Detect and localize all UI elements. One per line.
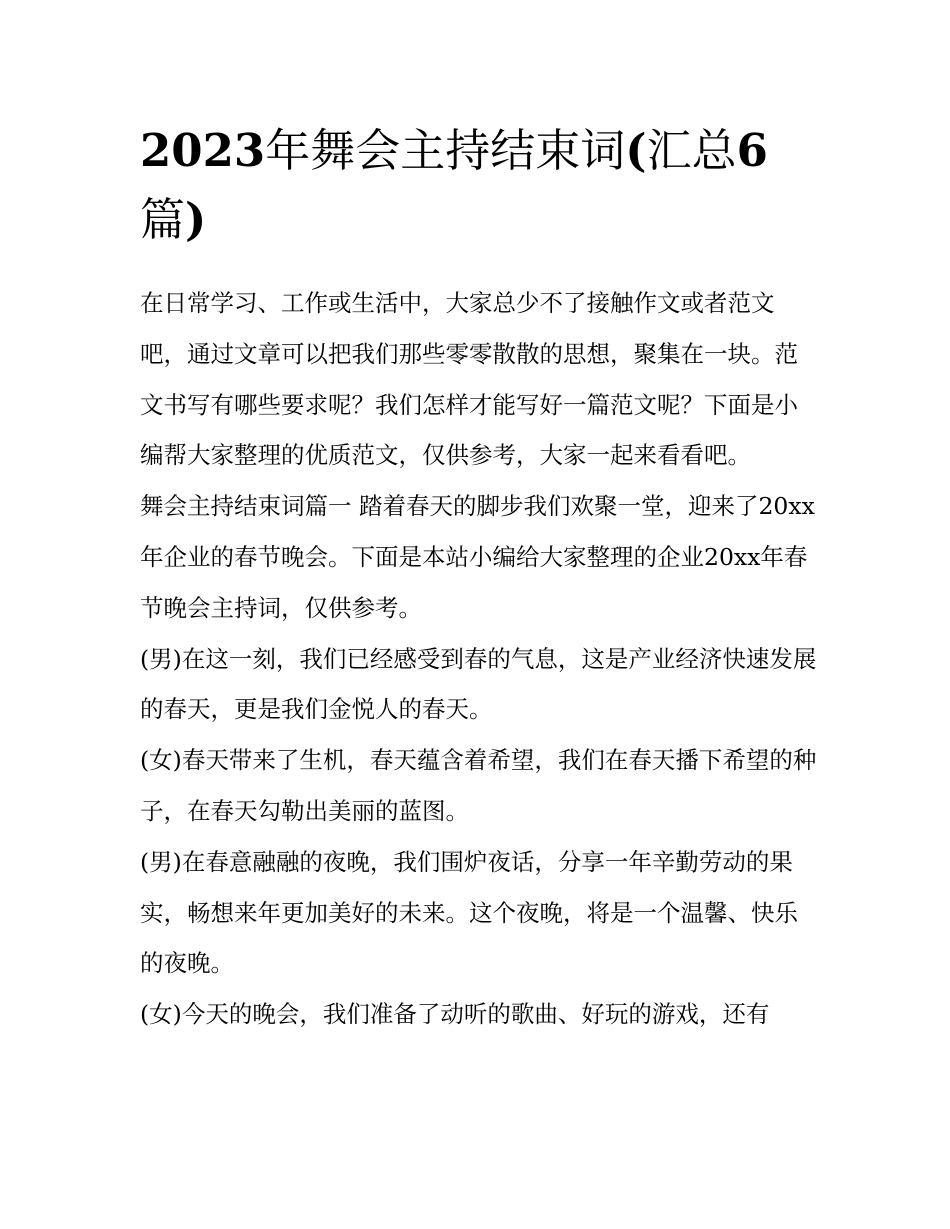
title-main: 年舞会主持结束词 [265,124,626,177]
paragraph-female-2: (女)今天的晚会，我们准备了动听的歌曲、好玩的游戏，还有 [140,1000,770,1029]
document-title [140,116,820,254]
title-count: 6 [736,124,768,177]
paragraph-male-1: (男)在这一刻，我们已经感受到春的气息，这是产业经济快速发展的春天，更是我们金悦人的春天。 [140,644,817,724]
title-summary: 汇总 [646,124,737,177]
title-paren-close: ) [185,193,207,246]
document-body [140,278,820,1040]
paragraph-male-2: (男)在春意融融的夜晚，我们围炉夜话，分享一年辛勤劳动的果实，畅想来年更加美好的未来。这个夜晚，将是一个温馨、快乐的夜晚。 [140,847,798,978]
paragraph-chapter-one: 舞会主持结束词篇一 踏着春天的脚步我们欢聚一堂，迎来了20xx年企业的春节晚会。下面是本站小编给大家整理的企业20xx年春节晚会主持词，仅供参考。 [140,492,815,622]
title-paren-open: ( [625,124,647,177]
paragraph-intro: 在日常学习、工作或生活中，大家总少不了接触作文或者范文吧，通过文章可以把我们那些零零散散的思想，聚集在一块。范文书写有哪些要求呢？我们怎样才能写好一篇范文呢？下面是小编帮大家整理的优质范文，仅供参考，大家一起来看看吧。 [140,289,798,470]
title-year: 2023 [140,124,266,177]
paragraph-female-1: (女)春天带来了生机，春天蕴含着希望，我们在春天播下希望的种子，在春天勾勒出美丽的蓝图。 [140,746,817,825]
title-unit: 篇 [140,193,186,246]
